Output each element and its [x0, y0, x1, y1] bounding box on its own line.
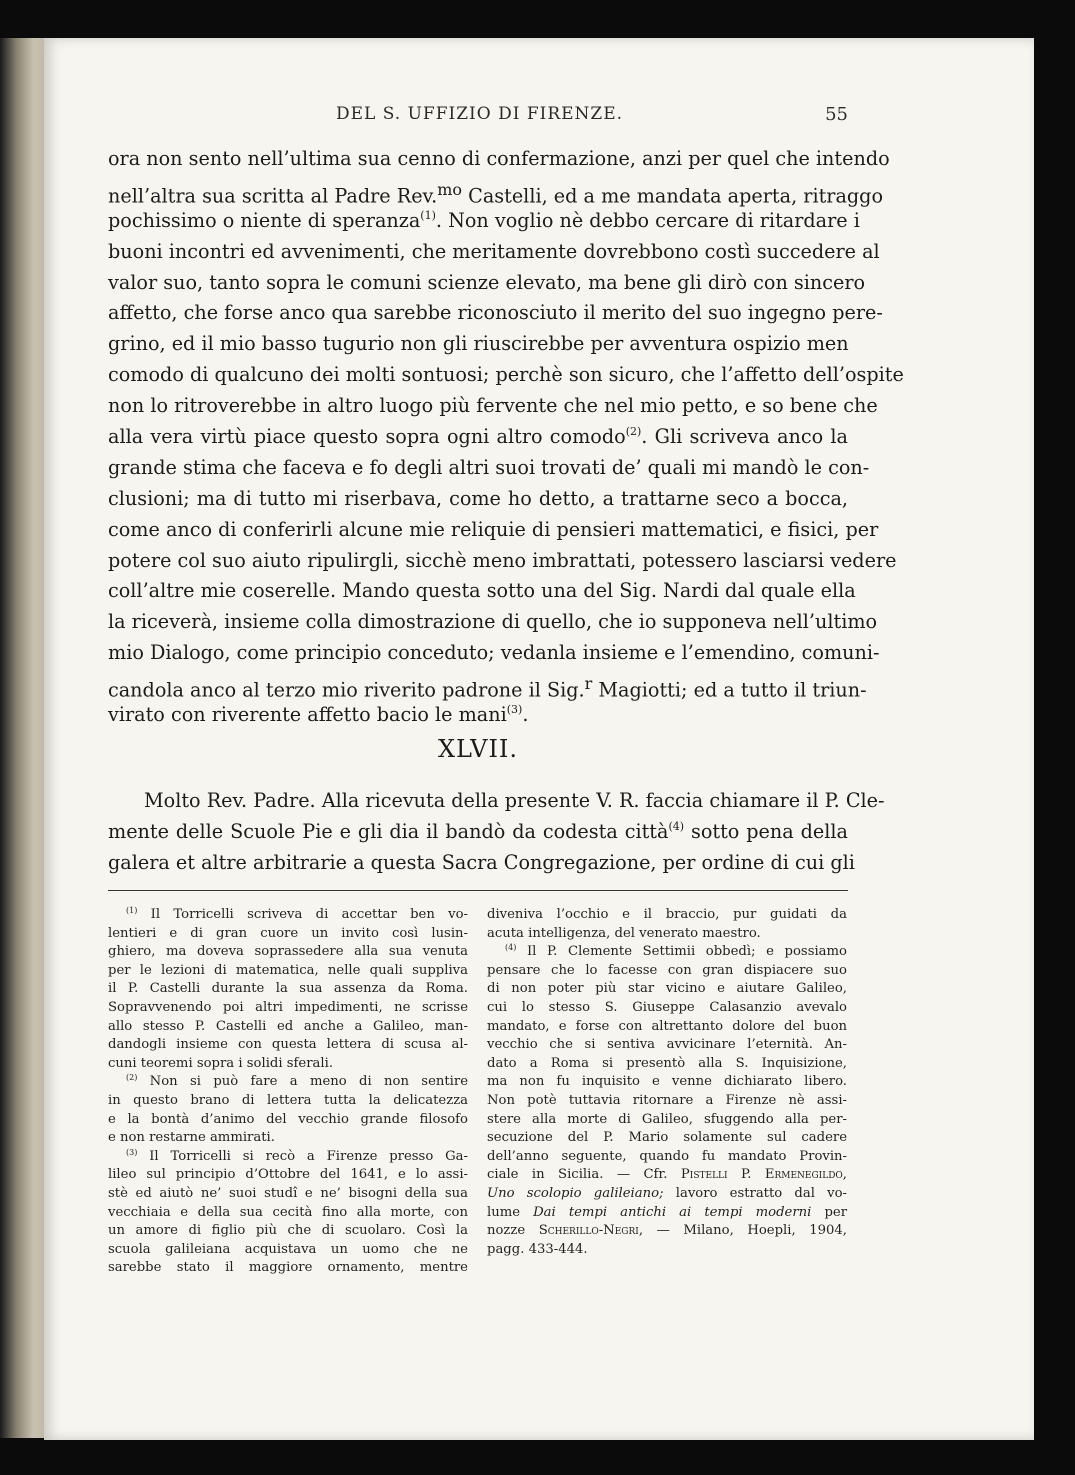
line-text: Il Torricelli scriveva di accettar ben vo-	[137, 907, 468, 922]
text-line	[108, 817, 848, 848]
footnote-line	[487, 1036, 847, 1055]
line-text: lileo sul principio d’Ottobre del 1641, e lo assi-	[108, 1167, 468, 1183]
footnote-line	[487, 1241, 847, 1260]
line-text: di non poter più star vicino e aiutare Galileo,	[487, 981, 847, 997]
line-text: comodo di qualcuno dei molti sontuosi; perchè son sicuro, che l’affetto dell’ospite	[108, 363, 904, 387]
superscript: r	[584, 674, 593, 694]
footnote-reference: (1)	[420, 208, 436, 222]
line-text: . Gli scriveva anco la	[641, 425, 848, 449]
text-line	[108, 700, 848, 731]
text-line	[108, 453, 870, 484]
line-text: cuni teoremi sopra i solidi sferali.	[108, 1055, 334, 1071]
text-line	[108, 391, 878, 422]
line-text: vecchiaia e della sua cecità fino alla morte, con	[108, 1204, 468, 1220]
footnote-line	[108, 1148, 468, 1167]
footnote-line	[487, 1148, 847, 1167]
footnote-line	[487, 943, 847, 962]
footnote-line	[108, 1129, 468, 1148]
footnote-line	[108, 999, 468, 1018]
text-line	[108, 144, 890, 175]
footnote-line	[487, 1204, 847, 1223]
footnote-line	[487, 1185, 847, 1204]
footnote-reference: (2)	[625, 425, 642, 439]
text-line	[108, 669, 867, 702]
text-line	[108, 329, 848, 360]
line-text: cui lo stesso S. Giuseppe Calasanzio avevalo	[487, 999, 847, 1015]
line-text: stè ed aiutò ne’ suoi studî e ne’ bisogni della sua	[108, 1185, 468, 1201]
page-header	[108, 104, 848, 130]
text-line	[108, 360, 904, 391]
line-text: alla vera virtù piace questo sopra ogni altro comodo	[108, 425, 626, 449]
footnote-line	[108, 980, 468, 999]
line-text: clusioni; ma di tutto mi riserbava, come ho detto, a trattarne seco a bocca,	[108, 486, 848, 510]
footnote-marker: (2)	[126, 1073, 138, 1083]
line-text: sotto pena della	[684, 819, 848, 843]
line-text: pochissimo o niente di speranza	[108, 208, 421, 232]
footnote-line	[487, 1018, 847, 1037]
footnote-line	[108, 1036, 468, 1055]
line-text: lavoro estratto dal vo-	[663, 1185, 847, 1201]
footnote-line	[108, 1204, 468, 1223]
footnote-line	[487, 1166, 847, 1185]
line-text: un amore di figlio più che di scuolaro. Così la	[108, 1223, 468, 1239]
running-head: DEL S. UFFIZIO DI FIRENZE.	[336, 104, 624, 124]
line-text: ciale in Sicilia. — Cfr.	[487, 1167, 681, 1183]
line-text: ghiero, ma doveva soprassedere alla sua venuta	[108, 944, 468, 960]
text-line	[108, 298, 883, 329]
line-text: grino, ed il mio basso tugurio non gli riuscirebbe per avventura ospizio men	[108, 332, 849, 356]
footnote-reference: (3)	[506, 703, 523, 717]
line-text: Castelli, ed a me mandata aperta, ritraggo	[462, 184, 884, 208]
footnote-line	[487, 962, 847, 981]
line-text: virato con riverente affetto bacio le mani	[108, 703, 507, 727]
line-text: Il Torricelli si recò a Firenze presso Ga-	[137, 1148, 468, 1164]
footnote-line	[487, 1073, 847, 1092]
italic-title: Uno scolopio galileiano;	[487, 1185, 664, 1201]
line-text: acuta intelligenza, del venerato maestro.	[487, 925, 761, 941]
line-text: nozze	[487, 1223, 539, 1239]
text-line	[108, 268, 866, 299]
line-text: scuola galileiana acquistava un uomo che ne	[108, 1241, 468, 1257]
line-text: candola anco al terzo mio riverito padrone il Sig.	[108, 678, 585, 702]
line-text: potere col suo aiuto ripulirgli, sicchè meno imbrattati, potessero lasciarsi vedere	[108, 548, 897, 572]
footnote-line	[487, 906, 847, 925]
line-text: ,	[842, 1167, 847, 1183]
line-text: ora non sento nell’ultima sua cenno di confermazione, anzi per quel che intendo	[108, 147, 890, 170]
line-text: pagg. 433-444.	[487, 1241, 588, 1257]
line-text: non lo ritroverebbe in altro luogo più fervente che nel mio petto, e so bene che	[108, 394, 878, 418]
text-line	[108, 515, 879, 546]
line-text: Non potè tuttavia ritornare a Firenze nè assi-	[487, 1092, 847, 1108]
footnotes-left-column	[108, 906, 468, 1278]
text-line	[108, 206, 860, 237]
line-text: galera et altre arbitrarie a questa Sacra Congregazione, per ordine di cui gli	[108, 850, 855, 874]
italic-title: Dai tempi antichi ai tempi moderni	[533, 1204, 812, 1220]
footnote-line	[108, 962, 468, 981]
line-text: valor suo, tanto sopra le comuni scienze elevato, ma bene gli dirò con sincero	[108, 270, 866, 294]
line-text: .	[522, 703, 529, 727]
author-name: Pistelli	[680, 1167, 728, 1183]
line-text: grande stima che faceva e fo degli altri suoi trovati de’ quali mi mandò le con-	[108, 455, 870, 479]
text-line	[108, 607, 878, 638]
text-line	[108, 175, 884, 208]
line-text: la riceverà, insieme colla dimostrazione di quello, che io supponeva nell’ultimo	[108, 610, 878, 634]
footnote-line	[108, 925, 468, 944]
footnote-line	[108, 943, 468, 962]
line-text: ma non fu inquisito e venne dichiarato libero.	[487, 1074, 847, 1090]
line-text: Sopravvenendo poi altri impedimenti, ne scrisse	[108, 999, 468, 1015]
line-text: stere alla morte di Galileo, sfuggendo alla per-	[487, 1111, 847, 1127]
line-text: il P. Castelli durante la sua assenza da Roma.	[108, 981, 468, 997]
line-text: mio Dialogo, come principio conceduto; vedanla insieme e l’emendino, comuni-	[108, 641, 880, 665]
line-text: Il P. Clemente Settimii obbedì; e possiamo	[516, 944, 847, 960]
line-text: dell’anno seguente, quando fu mandato Provin-	[487, 1148, 847, 1164]
line-text: diveniva l’occhio e il braccio, pur guidati da	[487, 907, 847, 922]
line-text: sarebbe stato il maggiore ornamento, mentre	[108, 1260, 468, 1276]
footnote-line	[487, 1111, 847, 1130]
line-text: nell’altra sua scritta al Padre Rev.	[108, 184, 438, 208]
footnote-line	[108, 1055, 468, 1074]
line-text: P.	[727, 1167, 765, 1183]
footnote-line	[108, 1259, 468, 1278]
line-text: come anco di conferirli alcune mie reliquie di pensieri mattematici, e fisici, per	[108, 517, 879, 541]
author-name: Ermenegildo	[764, 1167, 843, 1183]
footnote-line	[487, 1092, 847, 1111]
footnote-line	[487, 999, 847, 1018]
footnote-line	[487, 980, 847, 999]
author-name: Scherillo-Negri	[538, 1223, 639, 1239]
footnote-line	[487, 1055, 847, 1074]
footnote-line	[108, 1185, 468, 1204]
line-text: lentieri e di gran cuore un invito così lusin-	[108, 925, 468, 941]
footnote-reference: (4)	[668, 819, 685, 833]
line-text: secuzione del P. Mario solamente sul cadere	[487, 1130, 847, 1146]
footnote-marker: (1)	[126, 906, 138, 915]
line-text: dandogli insieme con questa lettera di scusa al-	[108, 1037, 468, 1053]
footnote-line	[108, 1111, 468, 1130]
footnote-line	[487, 1222, 847, 1241]
text-line	[108, 422, 848, 453]
footnotes-right-column	[487, 906, 847, 1259]
text-line	[108, 576, 856, 607]
footnote-line	[487, 925, 847, 944]
line-text: mente delle Scuole Pie e gli dia il bandò da codesta città	[108, 819, 669, 843]
line-text: dato a Roma si presentò alla S. Inquisizione,	[487, 1055, 847, 1071]
line-text: per	[811, 1204, 847, 1220]
line-text: coll’altre mie coserelle. Mando questa sotto una del Sig. Nardi dal quale ella	[108, 579, 856, 603]
text-line	[108, 638, 880, 669]
line-text: e la bontà d’animo del vecchio grande filosofo	[108, 1111, 468, 1127]
text-line	[108, 237, 880, 268]
line-text: Molto Rev. Padre. Alla ricevuta della presente V. R. faccia chiamare il P. Cle-	[144, 789, 885, 812]
line-text: mandato, e forse con altrettanto dolore del buon	[487, 1018, 847, 1034]
text-line	[108, 848, 855, 879]
line-text: allo stesso P. Castelli ed anche a Galileo, man-	[108, 1018, 468, 1034]
line-text: vecchio che si sentiva avvicinare l’eternità. An-	[487, 1037, 847, 1053]
line-text: pensare che lo facesse con gran dispiacere suo	[487, 962, 847, 978]
line-text: in questo brano di lettera tutta la delicatezza	[108, 1092, 468, 1108]
footnote-line	[108, 1166, 468, 1185]
book-spine-shadow	[0, 38, 48, 1438]
line-text: buoni incontri ed avvenimenti, che meritamente dovrebbono costì succedere al	[108, 239, 880, 263]
line-text: , — Milano, Hoepli, 1904,	[638, 1223, 848, 1239]
footnote-line	[108, 1073, 468, 1092]
line-text: per le lezioni di matematica, nelle quali suppliva	[108, 962, 468, 978]
page-number: 55	[825, 104, 848, 125]
footnote-line	[108, 1018, 468, 1037]
text-line	[108, 484, 848, 515]
line-text: Non si può fare a meno di non sentire	[137, 1074, 468, 1090]
footnote-marker: (3)	[126, 1147, 138, 1157]
text-line	[108, 786, 885, 817]
line-text: . Non voglio nè debbo cercare di ritardare i	[435, 208, 860, 232]
text-line	[108, 546, 897, 577]
section-heading: XLVII.	[437, 735, 519, 763]
footnote-line	[108, 1222, 468, 1241]
footnote-rule	[108, 890, 848, 891]
footnote-marker: (4)	[505, 943, 517, 953]
line-text: affetto, che forse anco qua sarebbe riconosciuto il merito del suo ingegno pere-	[108, 301, 883, 325]
superscript: mo	[437, 179, 463, 199]
letter-paragraph-xlvii	[108, 786, 885, 879]
line-text: e non restarne ammirati.	[108, 1130, 275, 1146]
letter-paragraph	[108, 144, 904, 731]
footnote-line	[108, 906, 468, 925]
footnote-line	[108, 1092, 468, 1111]
line-text: lume	[487, 1204, 534, 1220]
line-text: Magiotti; ed a tutto il triun-	[592, 678, 867, 702]
footnote-line	[487, 1129, 847, 1148]
footnote-line	[108, 1241, 468, 1260]
